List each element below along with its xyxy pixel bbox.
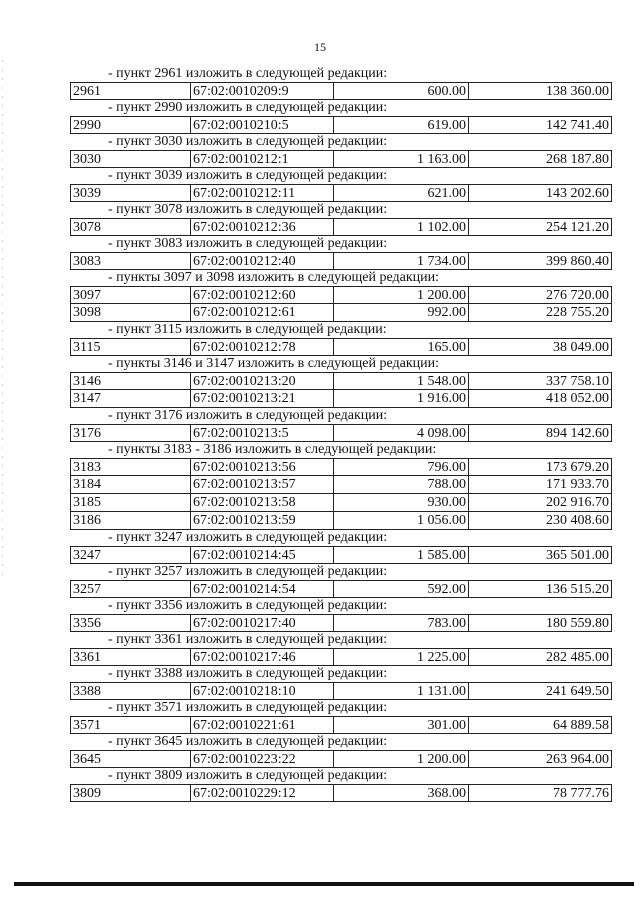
area-cell: 1 734.00 [334,253,469,269]
area-cell: 1 916.00 [334,390,469,407]
cadastral-number-cell: 67:02:0010213:21 [191,390,334,407]
scan-edge-specks [2,60,3,580]
amendment-instruction: - пункты 3183 - 3186 изложить в следующей редакции: [108,442,437,457]
cadastral-number-cell: 67:02:0010209:9 [191,83,334,99]
item-number-cell: 3356 [71,615,191,631]
item-number-cell: 3809 [71,785,191,801]
area-cell: 1 548.00 [334,373,469,389]
cadastral-number-cell: 67:02:0010212:61 [191,304,334,321]
cadastral-number-cell: 67:02:0010213:57 [191,476,334,493]
amendment-instruction: - пункты 3146 и 3147 изложить в следующей редакции: [108,356,440,371]
item-number-cell: 3645 [71,751,191,767]
cadastral-number-cell: 67:02:0010213:5 [191,425,334,441]
table-row [70,116,612,134]
table-row [70,784,612,802]
area-cell: 1 102.00 [334,219,469,235]
amendment-instruction: - пункт 3356 изложить в следующей редакции: [108,598,388,613]
table-row [70,458,612,476]
area-cell: 621.00 [334,185,469,201]
table-row [70,252,612,270]
amendment-instruction: - пункт 3176 изложить в следующей редакции: [108,408,388,423]
item-number-cell: 3176 [71,425,191,441]
value-cell: 241 649.50 [546,684,609,699]
cadastral-number-cell: 67:02:0010212:11 [191,185,334,201]
cadastral-number-cell: 67:02:0010214:54 [191,581,334,597]
area-cell: 1 200.00 [334,287,469,303]
area-cell: 992.00 [334,304,469,321]
value-cell: 38 049.00 [553,340,609,355]
amendment-instruction: - пункт 3809 изложить в следующей редакции: [108,768,388,783]
area-cell: 796.00 [334,459,469,475]
item-number-cell: 3097 [71,287,191,303]
table-row [70,184,612,202]
area-cell: 1 131.00 [334,683,469,699]
table-row [70,150,612,168]
table-row [70,546,612,564]
item-number-cell: 3571 [71,717,191,733]
area-cell: 1 585.00 [334,547,469,563]
table-row [70,424,612,442]
cadastral-number-cell: 67:02:0010213:58 [191,494,334,511]
amendment-instruction: - пункт 3645 изложить в следующей редакции: [108,734,388,749]
cadastral-number-cell: 67:02:0010212:36 [191,219,334,235]
value-cell: 143 202.60 [546,186,609,201]
item-number-cell: 3185 [71,494,191,511]
item-number-cell: 3257 [71,581,191,597]
item-number-cell: 3247 [71,547,191,563]
cadastral-number-cell: 67:02:0010213:59 [191,512,334,529]
value-cell: 418 052.00 [546,391,609,406]
item-number-cell: 3184 [71,476,191,493]
amendments-list [70,66,612,802]
amendment-instruction: - пункт 3083 изложить в следующей редакции: [108,236,388,251]
table-row [70,390,612,408]
item-number-cell: 3098 [71,304,191,321]
table-row [70,512,612,530]
value-cell: 268 187.80 [546,152,609,167]
area-cell: 1 163.00 [334,151,469,167]
amendment-instruction: - пункт 2990 изложить в следующей редакции: [108,100,388,115]
value-cell: 254 121.20 [546,220,609,235]
value-cell: 173 679.20 [546,460,609,475]
area-cell: 1 200.00 [334,751,469,767]
amendment-instruction: - пункт 3115 изложить в следующей редакции: [108,322,387,337]
value-cell: 263 964.00 [546,752,609,767]
value-cell: 180 559.80 [546,616,609,631]
amendment-instruction: - пункт 3078 изложить в следующей редакции: [108,202,388,217]
cadastral-number-cell: 67:02:0010218:10 [191,683,334,699]
cadastral-number-cell: 67:02:0010217:46 [191,649,334,665]
item-number-cell: 3083 [71,253,191,269]
amendment-instruction: - пункт 3388 изложить в следующей редакции: [108,666,388,681]
value-cell: 337 758.10 [546,374,609,389]
amendment-instruction: - пункт 3361 изложить в следующей редакции: [108,632,388,647]
value-cell: 171 933.70 [546,477,609,492]
item-number-cell: 3078 [71,219,191,235]
cadastral-number-cell: 67:02:0010213:56 [191,459,334,475]
value-cell: 365 501.00 [546,548,609,563]
amendment-instruction: - пункт 3247 изложить в следующей редакции: [108,530,388,545]
bottom-rule [14,882,634,886]
amendment-instruction: - пункт 3257 изложить в следующей редакции: [108,564,388,579]
table-row [70,750,612,768]
area-cell: 301.00 [334,717,469,733]
area-cell: 4 098.00 [334,425,469,441]
cadastral-number-cell: 67:02:0010214:45 [191,547,334,563]
area-cell: 600.00 [334,83,469,99]
value-cell: 136 515.20 [546,582,609,597]
value-cell: 78 777.76 [553,786,609,801]
table-row [70,580,612,598]
item-number-cell: 3030 [71,151,191,167]
area-cell: 1 056.00 [334,512,469,529]
table-row [70,648,612,666]
item-number-cell: 2990 [71,117,191,133]
cadastral-number-cell: 67:02:0010217:40 [191,615,334,631]
area-cell: 930.00 [334,494,469,511]
value-cell: 64 889.58 [553,718,609,733]
area-cell: 1 225.00 [334,649,469,665]
amendment-instruction: - пункты 3097 и 3098 изложить в следующей редакции: [108,270,440,285]
table-row [70,372,612,390]
cadastral-number-cell: 67:02:0010223:22 [191,751,334,767]
table-row [70,614,612,632]
area-cell: 165.00 [334,339,469,355]
cadastral-number-cell: 67:02:0010212:78 [191,339,334,355]
table-row [70,304,612,322]
value-cell: 228 755.20 [546,305,609,320]
cadastral-number-cell: 67:02:0010210:5 [191,117,334,133]
area-cell: 788.00 [334,476,469,493]
cadastral-number-cell: 67:02:0010212:1 [191,151,334,167]
value-cell: 230 408.60 [546,513,609,528]
item-number-cell: 3388 [71,683,191,699]
page-number: 15 [314,40,326,54]
area-cell: 592.00 [334,581,469,597]
item-number-cell: 3147 [71,390,191,407]
value-cell: 282 485.00 [546,650,609,665]
table-row [70,82,612,100]
amendment-instruction: - пункт 2961 изложить в следующей редакции: [108,66,388,81]
amendment-instruction: - пункт 3039 изложить в следующей редакции: [108,168,388,183]
item-number-cell: 3183 [71,459,191,475]
value-cell: 276 720.00 [546,288,609,303]
cadastral-number-cell: 67:02:0010212:40 [191,253,334,269]
table-row [70,218,612,236]
item-number-cell: 3115 [71,339,191,355]
table-row [70,682,612,700]
item-number-cell: 3186 [71,512,191,529]
cadastral-number-cell: 67:02:0010221:61 [191,717,334,733]
table-row [70,494,612,512]
table-row [70,716,612,734]
amendment-instruction: - пункт 3571 изложить в следующей редакции: [108,700,388,715]
value-cell: 142 741.40 [546,118,609,133]
item-number-cell: 3039 [71,185,191,201]
value-cell: 138 360.00 [546,84,609,99]
item-number-cell: 3361 [71,649,191,665]
cadastral-number-cell: 67:02:0010212:60 [191,287,334,303]
table-row [70,286,612,304]
table-row [70,476,612,494]
item-number-cell: 3146 [71,373,191,389]
table-row [70,338,612,356]
amendment-instruction: - пункт 3030 изложить в следующей редакции: [108,134,388,149]
value-cell: 399 860.40 [546,254,609,269]
cadastral-number-cell: 67:02:0010229:12 [191,785,334,801]
item-number-cell: 2961 [71,83,191,99]
area-cell: 368.00 [334,785,469,801]
value-cell: 202 916.70 [546,495,609,510]
value-cell: 894 142.60 [546,426,609,441]
area-cell: 619.00 [334,117,469,133]
area-cell: 783.00 [334,615,469,631]
cadastral-number-cell: 67:02:0010213:20 [191,373,334,389]
